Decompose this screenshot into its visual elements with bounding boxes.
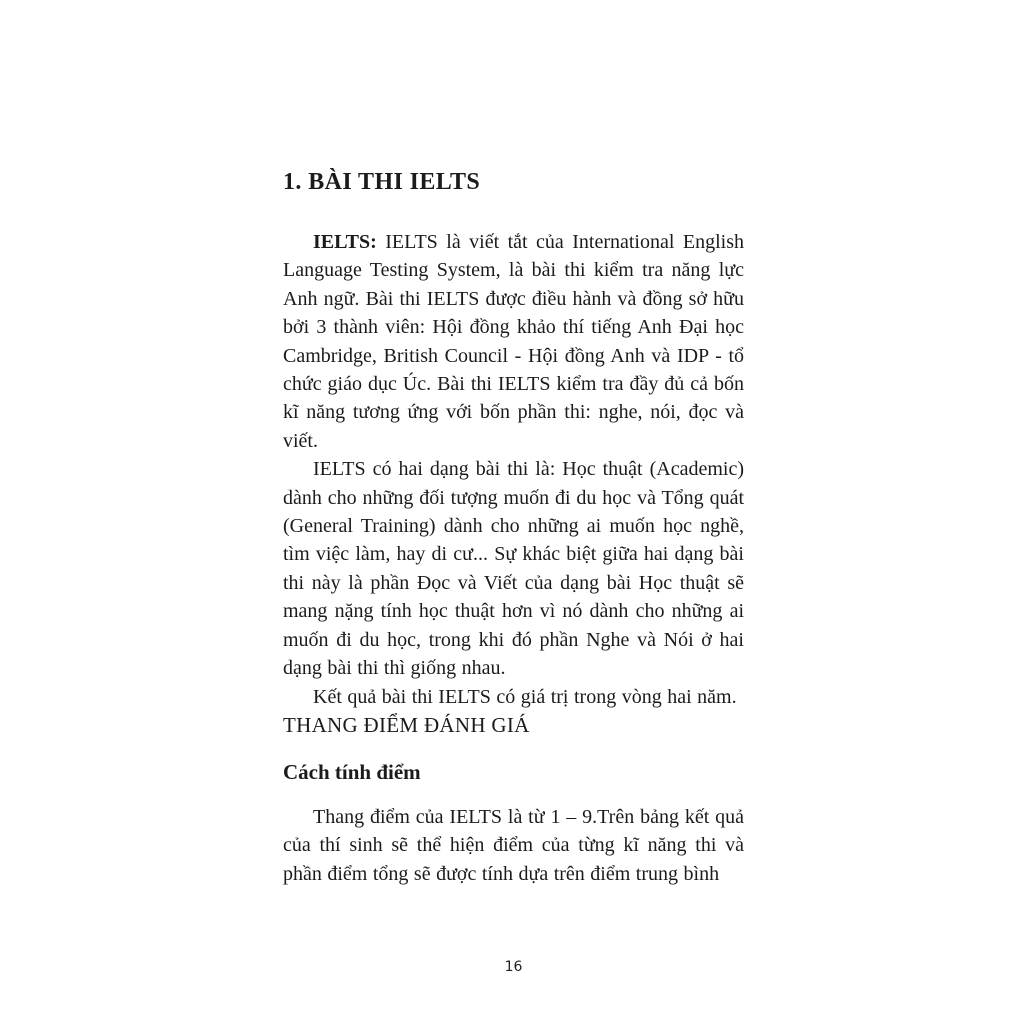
paragraph-lead-ielts: IELTS: [313,231,377,253]
paragraph-score-scale: Thang điểm của IELTS là từ 1 – 9.Trên bảng kết quả của thí sinh sẽ thể hiện điểm của từng kĩ năng thi và phần điểm tổng sẽ được tính dựa trên điểm trung bình [283,805,744,885]
paragraph-two-test-types: IELTS có hai dạng bài thi là: Học thuật (Academic) dành cho những đối tượng muốn đi du học và Tổng quát (General Training) dành cho những ai muốn học nghề, tìm việc làm, hay di cư... Sự khác biệt giữa hai dạng bài thi này là phần Đọc và Viết của dạng bài Học thuật sẽ mang nặng tính học thuật hơn vì nó dành cho những ai muốn đi du học, trong khi đó phần Nghe và Nói ở hai dạng bài thi thì giống nhau. [283,458,744,680]
page-content [283,170,744,888]
sub-heading-score-calculation: Cách tính điểm [283,759,421,784]
page-number: 16 [504,959,523,975]
paragraph-ielts-intro [283,228,744,455]
section-heading-scoring: THANG ĐIỂM ĐÁNH GIÁ [283,712,530,737]
chapter-title: 1. BÀI THI IELTS [283,169,481,195]
paragraph-ielts-intro-text: IELTS là viết tắt của International English Language Testing System, là bài thi kiểm tra năng lực Anh ngữ. Bài thi IELTS được điều hành và đồng sở hữu bởi 3 thành viên: Hội đồng khảo thí tiếng Anh Đại học Cambridge, British Council - Hội đồng Anh và IDP - tổ chức giáo dục Úc. Bài thi IELTS kiểm tra đầy đủ cả bốn kĩ năng tương ứng với bốn phần thi: nghe, nói, đọc và viết. [283,231,744,452]
paragraph-validity: Kết quả bài thi IELTS có giá trị trong vòng hai năm. [313,685,737,708]
